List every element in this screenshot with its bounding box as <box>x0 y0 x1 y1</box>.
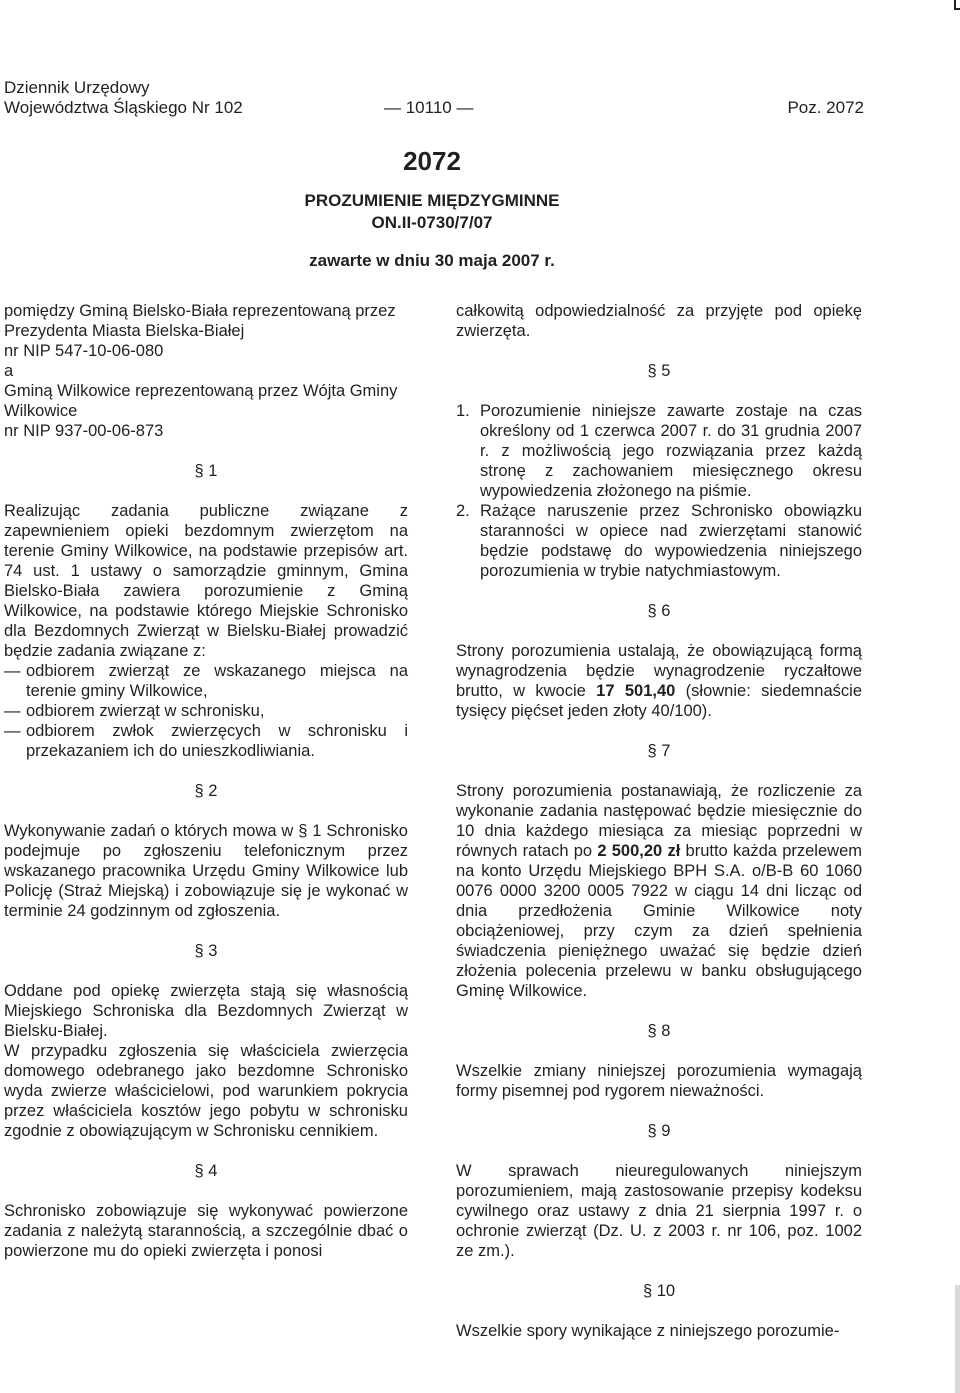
document-number: 2072 <box>403 146 461 176</box>
section-9-heading: § 9 <box>647 1122 671 1140</box>
section-6-heading: § 6 <box>647 602 671 620</box>
section-3-heading: § 3 <box>194 942 218 960</box>
section-6-text-end: (słownie: siedemnaście tysięcy pięćset jeden złoty 40/100). <box>456 682 862 720</box>
page-number: — 10110 — <box>384 98 474 117</box>
document-reference: ON.II-0730/7/07 <box>371 213 493 232</box>
section-7-text-end: brutto każda przelewem na konto Urzędu Miejskiego BPH S.A. o/B-B 60 1060 0076 0000 3200 0005 7922 w ciągu 14 dni licząc od dnia przedłożenia Gminie Wilkowice noty obciążeniowej, przy czym za dzień spełnienia świadczenia pieniężnego uważać się będzie dzień złożenia polecenia przelewu w banku obsługującego Gminę Wilkowice. <box>456 842 862 1000</box>
section-1-item: — odbiorem zwłok zwierzęcych w schronisku i przekazaniem ich do unieszkodliwiania. <box>4 721 408 761</box>
section-5-heading: § 5 <box>647 362 671 380</box>
section-1-heading: § 1 <box>194 462 218 480</box>
party-2: Gminą Wilkowice reprezentowaną przez Wójta Gminy Wilkowice <box>4 382 398 420</box>
section-4-text: Schronisko zobowiązuje się wykonywać powierzone zadania z należytą starannością, a szczególnie dbać o powierzone mu do opieki zwierzęta i ponosi <box>4 1202 408 1260</box>
section-7-heading: § 7 <box>647 742 671 760</box>
document-date: zawarte w dniu 30 maja 2007 r. <box>309 251 555 270</box>
section-7-amount: 2 500,20 zł <box>597 842 681 860</box>
section-8-text: Wszelkie zmiany niniejszej porozumienia wymagają formy pisemnej pod rygorem nieważności. <box>456 1062 862 1100</box>
publisher-name: Dziennik Urzędowy <box>4 78 150 97</box>
section-4-continuation: całkowitą odpowiedzialność za przyjęte pod opiekę zwierzęta. <box>456 302 862 340</box>
party-1: pomiędzy Gminą Bielsko-Biała reprezentowaną przez Prezydenta Miasta Bielska-Białej <box>4 302 396 340</box>
section-3-paragraph-2: W przypadku zgłoszenia się właściciela zwierzęcia domowego odebranego jako bezdomne Schronisko wyda zwierze właścicielowi, pod warunkiem pokrycia przez właściciela kosztów jego pobytu w schronisku zgodnie z obowiązującym w Schronisku cennikiem. <box>4 1042 408 1140</box>
section-9-text: W sprawach nieuregulowanych niniejszym porozumieniem, mają zastosowanie przepisy kodeksu cywilnego oraz ustawy z dnia 21 sierpnia 1997 r. o ochronie zwierząt (Dz. U. z 2003 r. nr 106, poz. 1002 ze zm.). <box>456 1162 862 1260</box>
section-10-text: Wszelkie spory wynikające z niniejszego porozumie- <box>456 1322 840 1340</box>
section-5-item <box>456 401 862 501</box>
party-conjunction: a <box>4 362 14 380</box>
section-1-item: — odbiorem zwierząt w schronisku, <box>4 701 408 721</box>
section-10-heading: § 10 <box>642 1282 676 1300</box>
page-header <box>4 78 864 118</box>
right-column <box>456 301 862 1341</box>
section-6-amount: 17 501,40 <box>596 682 676 700</box>
party-1-nip: nr NIP 547-10-06-080 <box>4 342 164 360</box>
left-column <box>4 301 408 1261</box>
document-title-block <box>0 190 864 234</box>
section-7-text <box>456 781 862 1001</box>
section-6-text <box>456 641 862 721</box>
position-number: Poz. 2072 <box>787 98 864 117</box>
section-7-text-start: Strony porozumienia postanawiają, że rozliczenie za wykonanie zadania następować będzie miesięcznie do 10 dnia każdego miesiąca za miesiąc poprzedni w równych ratach po <box>456 782 862 860</box>
section-4-heading: § 4 <box>194 1162 218 1180</box>
section-5-list <box>456 401 862 581</box>
section-2-heading: § 2 <box>194 782 218 800</box>
item-number: 2. <box>456 502 470 520</box>
section-8-heading: § 8 <box>647 1022 671 1040</box>
party-2-nip: nr NIP 937-00-06-873 <box>4 422 164 440</box>
section-1-item: — odbiorem zwierząt ze wskazanego miejsca na terenie gminy Wilkowice, <box>4 661 408 701</box>
section-5-item <box>456 501 862 581</box>
page-edge-strip <box>955 1285 960 1393</box>
section-2-text: Wykonywanie zadań o których mowa w § 1 Schronisko podejmuje po zgłoszeniu telefonicznym przez wskazanego pracownika Urzędu Gminy Wilkowice lub Policję (Straż Miejską) i zobowiązuje się je wykonać w terminie 24 godzinnym od zgłoszenia. <box>4 822 408 920</box>
section-1-text: Realizując zadania publiczne związane z zapewnieniem opieki bezdomnym zwierzętom na terenie Gminy Wilkowice, na podstawie przepisów art. 74 ust. 1 ustawy o samorządzie gminnym, Gmina Bielsko-Biała zawiera porozumienie z Gminą Wilkowice, na podstawie którego Miejskie Schronisko dla Bezdomnych Zwierząt w Bielsku-Białej prowadzić będzie zadania związane z: <box>4 502 408 660</box>
item-number: 1. <box>456 402 470 420</box>
section-6-text-start: Strony porozumienia ustalają, że obowiązującą formą wynagrodzenia będzie wynagrodzenie ryczałtowe brutto, w kwocie <box>456 642 862 700</box>
item-text: Porozumienie niniejsze zawarte zostaje na czas określony od 1 czerwca 2007 r. do 31 grudnia 2007 r. z możliwością jego rozwiązania przez każdą stronę z zachowaniem miesięcznego okresu wypowiedzenia złożonego na piśmie. <box>480 402 862 500</box>
item-text: Rażące naruszenie przez Schronisko obowiązku staranności w opiece nad zwierzętami stanowić będzie podstawę do wypowiedzenia niniejszego porozumienia w trybie natychmiastowym. <box>480 502 862 580</box>
section-3-paragraph-1: Oddane pod opiekę zwierzęta stają się własnością Miejskiego Schroniska dla Bezdomnych Zwierząt w Bielsku-Białej. <box>4 982 408 1040</box>
document-title: PROZUMIENIE MIĘDZYGMINNE <box>304 191 560 210</box>
section-1-list <box>4 661 408 761</box>
header-row <box>4 98 864 118</box>
page-corner-mark <box>954 0 960 10</box>
publisher-issue: Województwa Śląskiego Nr 102 <box>4 98 243 117</box>
parties-block <box>4 301 408 441</box>
